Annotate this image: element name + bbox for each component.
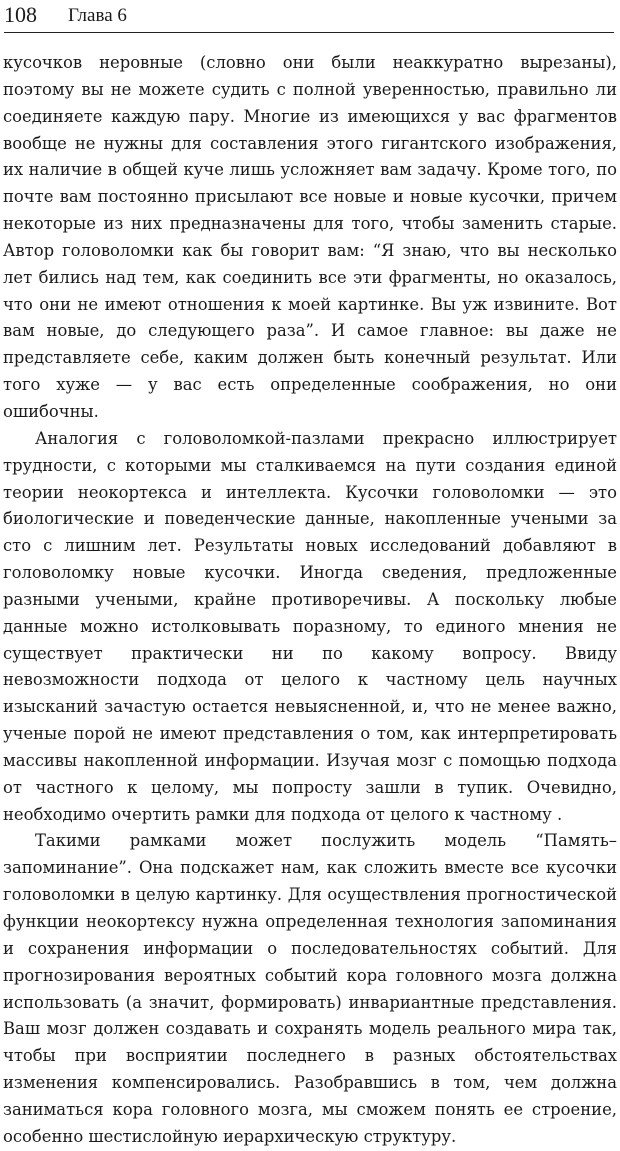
paragraph-2: Аналогия с головоломкой-пазлами прекрасно иллюстрирует трудности, с которыми мы сталкиваемся на пути создания единой теории неокортекса и интеллекта. Кусочки головоломки — это биологические и поведенческие данные, накопленные учеными за сто с лишним лет. Результаты новых исследований добавляют в головоломку новые кусочки. Иногда сведения, предложенные разными учеными, крайне противоречивы. А поскольку любые данные можно истолковывать поразному, то единого мнения не существует практически ни по какому вопросу. Ввиду невозможности подхода от целого к частному цель научных изысканий зачастую остается невыясненной, и, что не менее важно, ученые порой не имеют представления о том, как интерпретировать массивы накопленной информации. Изучая мозг с помощью подхода от частного к целому, мы попросту зашли в тупик. Очевидно, необходимо очертить рамки для подхода от целого к частному . xyxy=(3,428,617,824)
paragraph-1: кусочков неровные (словно они были неаккуратно вырезаны), поэтому вы не можете судить с полной уверенностью, правильно ли соединяете каждую пару. Многие из имеющихся у вас фрагментов вообще не нужны для составления этого гигантского изображения, их наличие в общей куче лишь усложняет вам задачу. Кроме того, по почте вам постоянно присылают все новые и новые кусочки, причем некоторые из них предназначены для того, чтобы заменить старые. Автор головоломки как бы говорит вам: “Я знаю, что вы несколько лет бились над тем, как соединить все эти фрагменты, но оказалось, что они не имеют отношения к моей картинке. Вы уж извините. Вот вам новые, до следующего раза”. И самое главное: вы даже не представляете себе, каким должен быть конечный результат. Или того хуже — у вас есть определенные соображения, но они ошибочны. xyxy=(3,53,617,421)
chapter-title: Глава 6 xyxy=(68,5,127,26)
page-number: 108 xyxy=(4,2,37,27)
body-text xyxy=(3,50,617,1151)
paragraph-3: Такими рамками может послужить модель “Память–запоминание”. Она подскажет нам, как сложить вместе все кусочки головоломки в целую картинку. Для осуществления прогностической функции неокортексу нужна определенная технология запоминания и сохранения информации о последовательностях событий. Для прогнозирования вероятных событий кора головного мозга должна использовать (а значит, формировать) инвариантные представления. Ваш мозг должен создавать и сохранять модель реального мира так, чтобы при восприятии последнего в разных обстоятельствах изменения компенсировались. Разобравшись в том, чем должна заниматься кора головного мозга, мы сможем понять ее строение, особенно шестислойную иерархическую структуру. xyxy=(3,831,617,1146)
running-header xyxy=(4,2,614,33)
